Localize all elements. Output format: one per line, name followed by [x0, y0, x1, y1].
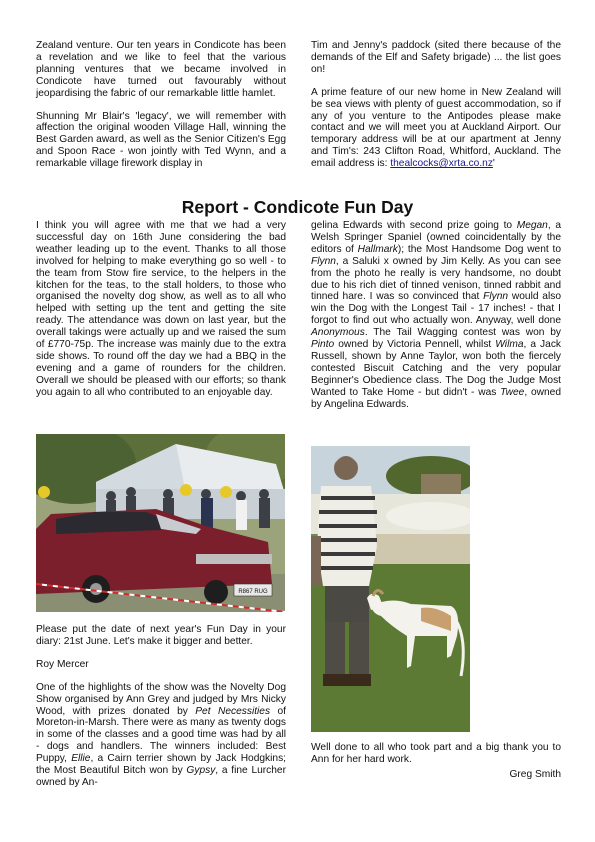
- paragraph-dog-show: [36, 682, 286, 789]
- text-run: . The Tail Wagging contest was won by: [364, 327, 561, 339]
- text-run: ); the Most Handsome Dog went to: [397, 243, 561, 255]
- text-run: , a Jack Russell, shown by Anne Taylor, won both the fiercely contested Biscuit Catching and the very popular Beginner's Obedience class. The Dog the Judge Most Wanted to Take Home - but didn't - was: [311, 339, 562, 398]
- text-run: owned by Victoria Pennell, whilst: [334, 339, 496, 351]
- signature-roy-mercer: Roy Mercer: [36, 658, 89, 670]
- dog-name-flynn: Flynn: [311, 255, 336, 267]
- column-top-right: [311, 40, 561, 170]
- column-report-right-bottom: [311, 742, 561, 781]
- photo-fire-service-car-demo: [36, 434, 285, 612]
- dog-name-pinto: Pinto: [311, 339, 335, 351]
- shop-pet-necessities: Pet Necessities: [195, 705, 271, 717]
- dog-name-wilma: Wilma: [495, 339, 524, 351]
- photo-man-with-saluki: [311, 446, 470, 732]
- text-run: One of the highlights of the show was the Novelty Dog Show organised by Ann Grey and judged by Mrs Nicky Wood, with prizes donated by: [36, 681, 286, 717]
- email-link[interactable]: thealcocks@xrta.co.nz: [390, 158, 493, 170]
- text-run: , owned by Angelina Edwards.: [311, 386, 561, 410]
- text-run: , a Welsh Springer Spaniel (owned coincidentally by the editors of: [311, 220, 561, 255]
- email-suffix: ': [492, 158, 495, 170]
- paragraph-fun-day-report: I think you will agree with me that we had a very successful day on 16th June considering the bad weather leading up to the event. Thanks to all those involved for helping to make everything go so well - to the team from Stow fire service, to the helpers in the kitchen for the teas, to the stall holders, to those who organised the novelty dog show, as well as to all who helped with setting up the tent and getting the site ready. The attendance was down on last year, but the overall takings were actually up and we raised the sum of £770-75p. The increase was mainly due to the extra side shows. To round off the day we had a BBQ in the evening and a game of rounders for the children. Overall we should be pleased with our efforts; so thank you again to all who contributed to an enjoyable day.: [36, 220, 286, 398]
- column-top-left: [36, 40, 286, 170]
- number-plate: R867 RUG: [238, 589, 268, 595]
- new-home-text: A prime feature of our new home in New Zealand will be sea views with plenty of guest accommodation, so if any of you venture to the Antipodes please make contact and we will meet you at Auckland Airport. Our temporary address will be at our apartment at Jenny and Tim's: 243 Clifton Road, Whitford, Auckland. The email address is:: [311, 86, 561, 170]
- paragraph-blair-legacy: Shunning Mr Blair's 'legacy', we will remember with affection the original wooden Village Hall, winning the Best Garden award, as well as the Senior Citizen's Egg and Spoon Race - won jointly with Ted Wynn, and a remarkable village firework display in: [36, 110, 286, 170]
- paragraph-new-zealand-venture: Zealand venture. Our ten years in Condicote has been a revelation and we like to feel that the various planning ventures that we became involved in Condicote have turned out favourably without jeopardising the fabric of our remarkable little hamlet.: [36, 40, 286, 99]
- dog-name-megan: Megan: [516, 220, 548, 231]
- text-run: , a Cairn terrier shown by Jack Hodgkins; the Most Beautiful Bitch won by: [36, 753, 286, 777]
- dog-name-ellie: Ellie: [71, 753, 91, 765]
- paragraph-paddock: Tim and Jenny's paddock (sited there because of the demands of the Elf and Safety brigade) ... the list goes on!: [311, 40, 561, 75]
- dog-name-twee: Twee: [500, 386, 525, 398]
- dog-name-anonymous: Anonymous: [311, 327, 365, 339]
- column-report-right: [311, 220, 561, 411]
- text-run: , a Saluki x owned by Jim Kelly. As you can see from the photo he really is very handsome, no doubt due to his rich diet of tinned venison, tinned rabbit and tinned hare. I was so convinced that: [311, 255, 561, 303]
- dog-name-flynn: Flynn: [483, 291, 509, 303]
- text-run: would also win the Dog with the Longest Tail - 17 inches! - that I forgot to find out who actually won. Anyway, well done: [311, 291, 561, 327]
- paragraph-new-home: [311, 87, 561, 170]
- column-report-left: [36, 220, 286, 399]
- paragraph-closing-thanks: Well done to all who took part and a big thank you to Ann for her hard work.: [311, 742, 561, 765]
- text-run: of Moreton-in-Marsh. There were as many as twenty dogs in some of the classes and a good time was had by all - dogs and handlers. The winners included: Best Puppy,: [36, 705, 286, 765]
- signature-greg-smith: Greg Smith: [509, 768, 561, 780]
- column-report-left-bottom: [36, 624, 286, 789]
- paragraph-next-year: Please put the date of next year's Fun Day in your diary: 21st June. Let's make it bigger and better.: [36, 624, 286, 647]
- dog-name-gypsy: Gypsy: [186, 765, 216, 777]
- article-title: Report - Condicote Fun Day: [181, 197, 414, 217]
- text-run: , a fine Lurcher owned by An-: [36, 765, 286, 788]
- paragraph-dog-show-continued: [311, 220, 561, 411]
- publication-hallmark: Hallmark: [357, 243, 398, 255]
- text-run: gelina Edwards with second prize going to: [311, 220, 517, 231]
